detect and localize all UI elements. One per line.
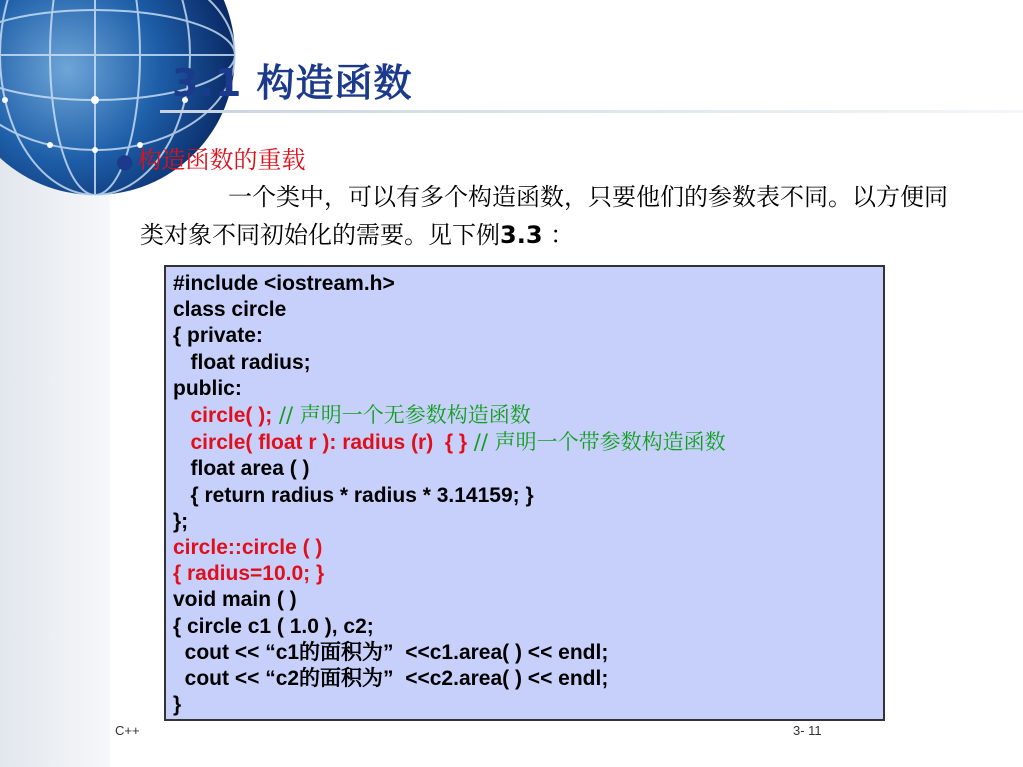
code-line-7: [173, 429, 883, 456]
code-line-1: #include <iostream.h>: [173, 272, 395, 295]
code-default-ctor: circle( );: [173, 404, 273, 428]
code-line-4: float radius;: [173, 350, 311, 374]
code-line-6: [173, 402, 883, 429]
title-underline: [160, 110, 1023, 113]
body-paragraph: [140, 178, 970, 254]
code-line-8: float area ( ): [173, 457, 310, 481]
code-line-14: { circle c1 ( 1.0 ), c2;: [173, 614, 374, 638]
code-line-16: cout << “c2的面积为” <<c2.area( ) << endl;: [173, 667, 609, 691]
code-comment: // 声明一个带参数构造函数: [467, 430, 726, 455]
example-ref: 3.3: [500, 221, 543, 249]
bullet-text: 构造函数的重载: [137, 146, 306, 174]
footer-course-label: C++: [115, 723, 140, 738]
code-line-2: class circle: [173, 298, 287, 322]
code-line-17: }: [173, 693, 182, 717]
code-block: [164, 265, 885, 721]
code-line-13: void main ( ): [173, 588, 297, 612]
code-line-12: { radius=10.0; }: [173, 562, 325, 586]
slide-title: 3.1 构造函数: [172, 61, 413, 105]
footer-page-number: 3- 11: [793, 723, 822, 738]
code-comment: // 声明一个无参数构造函数: [272, 403, 531, 428]
paragraph-tail: ：: [542, 221, 575, 249]
code-line-9: { return radius * radius * 3.14159; }: [173, 483, 534, 507]
code-line-3: { private:: [173, 324, 263, 348]
bullet-heading: [116, 140, 305, 175]
paragraph-text: 一个类中，可以有多个构造函数，只要他们的参数表不同。以方便同类对象不同初始化的需要。见下例: [140, 183, 948, 249]
code-line-10: };: [173, 509, 189, 533]
code-line-11: circle::circle ( ): [173, 536, 323, 560]
code-line-5: public:: [173, 376, 242, 400]
code-param-ctor: circle( float r ): radius (r) { }: [173, 431, 468, 455]
code-line-15: cout << “c1的面积为” <<c1.area( ) << endl;: [173, 640, 609, 664]
bullet-dot-icon: ●: [116, 149, 134, 173]
